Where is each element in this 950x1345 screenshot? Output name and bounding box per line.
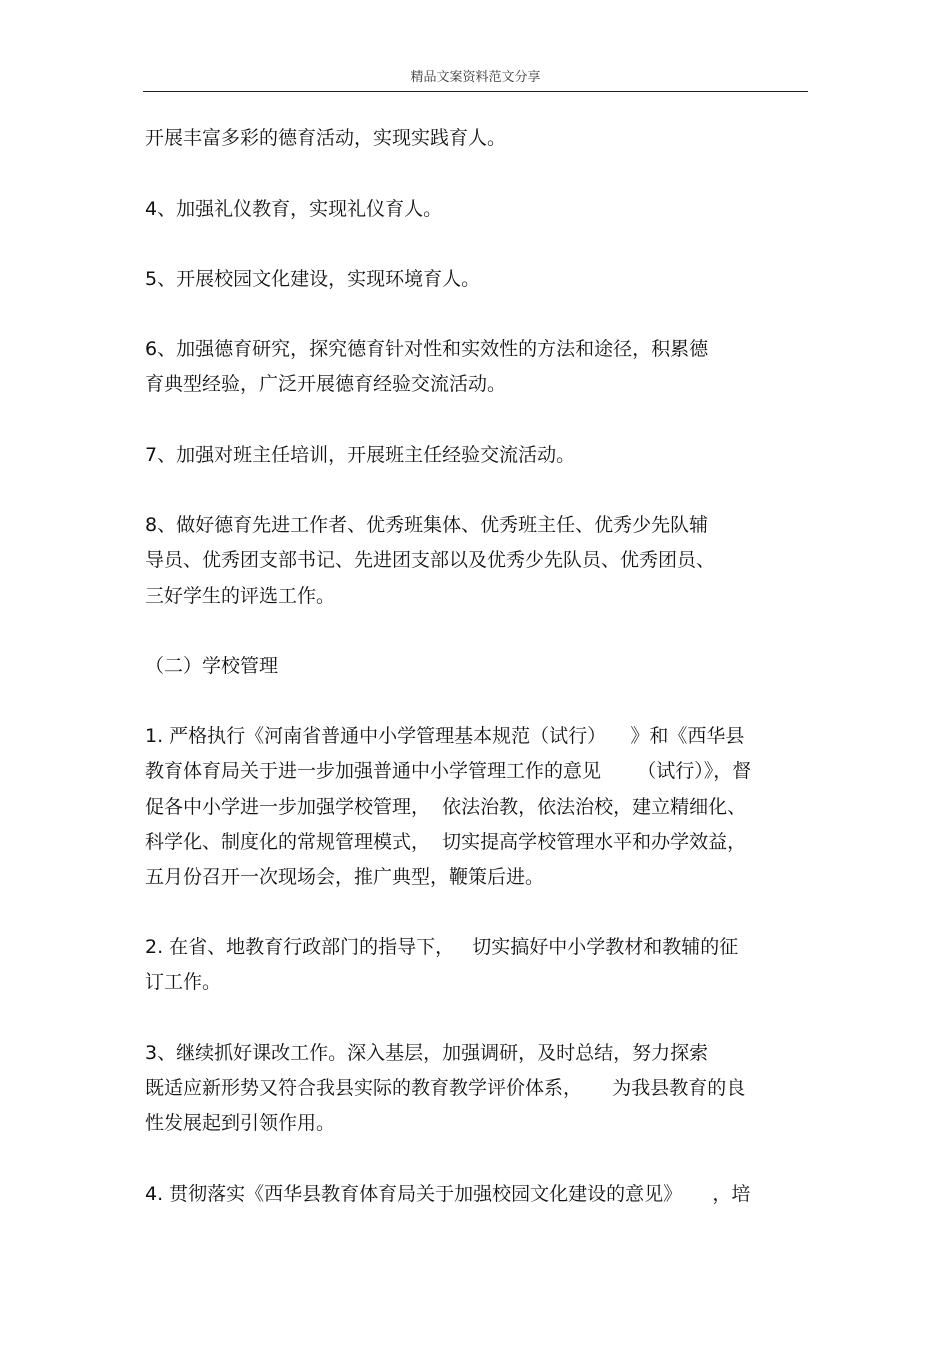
text-line: 3、继续抓好课改工作。深入基层，加强调研，及时总结，努力探索 xyxy=(145,1042,709,1064)
text-line: 1. 严格执行《河南省普通中小学管理基本规范（试行） 》和《西华县 xyxy=(145,725,745,747)
text-line: 6、加强德育研究，探究德育针对性和实效性的方法和途径，积累德 xyxy=(145,338,709,360)
page-header-title: 精品文案资料范文分享 xyxy=(410,70,541,85)
text-line: 8、做好德育先进工作者、优秀班集体、优秀班主任、优秀少先队辅 xyxy=(145,514,709,536)
text-line: 4、加强礼仪教育，实现礼仪育人。 xyxy=(145,198,443,220)
text-line: 2. 在省、地教育行政部门的指导下， 切实搞好中小学教材和教辅的征 xyxy=(145,936,739,958)
text-line: 开展丰富多彩的德育活动，实现实践育人。 xyxy=(145,127,507,149)
text-line: 5、开展校园文化建设，实现环境育人。 xyxy=(145,268,481,290)
text-line: 既适应新形势又符合我县实际的教育教学评价体系， 为我县教育的良 xyxy=(145,1077,746,1099)
text-line: 五月份召开一次现场会，推广典型，鞭策后进。 xyxy=(145,866,545,888)
text-line: 育典型经验，广泛开展德育经验交流活动。 xyxy=(145,373,507,395)
text-line: 导员、优秀团支部书记、先进团支部以及优秀少先队员、优秀团员、 xyxy=(145,549,716,571)
text-line: 性发展起到引领作用。 xyxy=(145,1112,336,1134)
text-line: 7、加强对班主任培训，开展班主任经验交流活动。 xyxy=(145,444,576,466)
text-line: 教育体育局关于进一步加强普通中小学管理工作的意见 （试行）》，督 xyxy=(145,760,752,782)
section-heading: （二）学校管理 xyxy=(145,655,279,677)
text-line: 促各中小学进一步加强学校管理， 依法治教，依法治校，建立精细化、 xyxy=(145,796,747,818)
text-line: 订工作。 xyxy=(145,971,222,993)
text-line: 三好学生的评选工作。 xyxy=(145,585,336,607)
header-divider xyxy=(143,91,808,92)
text-line: 科学化、制度化的常规管理模式， 切实提高学校管理水平和办学效益， xyxy=(145,831,747,853)
text-line: 4. 贯彻落实《西华县教育体育局关于加强校园文化建设的意见》 ，培 xyxy=(145,1183,751,1205)
